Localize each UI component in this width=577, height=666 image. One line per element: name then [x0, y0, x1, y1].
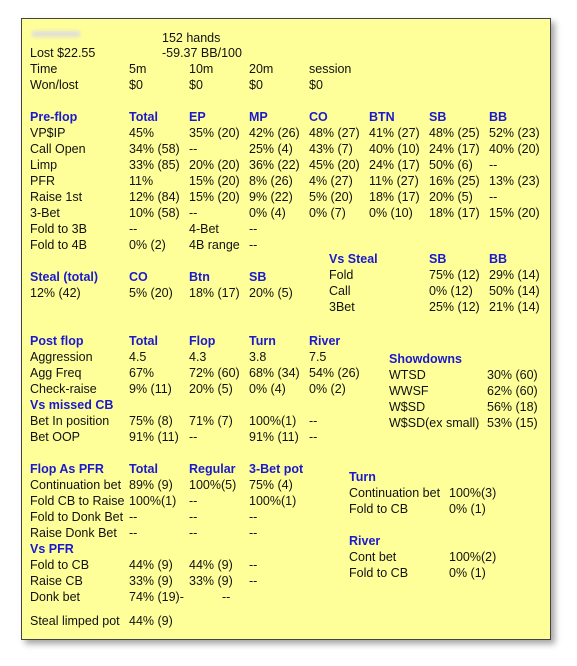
flop-pfr-cell-0-1: 89% (9) — [129, 478, 173, 492]
flop-pfr-header-0: Flop As PFR — [30, 462, 104, 476]
postflop-cell-2-4: 0% (2) — [309, 382, 346, 396]
postflop-header-3: Turn — [249, 334, 276, 348]
preflop-cell-4-4: 5% (20) — [309, 190, 353, 204]
flop-pfr-cell-2-0: Fold to Donk Bet — [30, 510, 124, 524]
postflop-cell-0-2: 4.3 — [189, 350, 207, 364]
flop-pfr-cell-2-2: -- — [189, 510, 198, 524]
preflop-cell-3-1: 11% — [129, 174, 154, 188]
preflop-cell-0-0: VP$IP — [30, 126, 66, 140]
wonlost-5m: $0 — [129, 78, 143, 92]
preflop-header-3: MP — [249, 110, 268, 124]
vs-pfr-cell-1-1: 33% (9) — [129, 574, 173, 588]
flop-pfr-header-1: Total — [129, 462, 158, 476]
preflop-cell-4-2: 15% (20) — [189, 190, 240, 204]
missed-cb-cell-0-1: 75% (8) — [129, 414, 173, 428]
preflop-cell-2-1: 33% (85) — [129, 158, 180, 172]
preflop-header-0: Pre-flop — [30, 110, 78, 124]
missed-cb-cell-0-4: -- — [309, 414, 318, 428]
postflop-cell-0-0: Aggression — [30, 350, 93, 364]
vs-steal-cell-2-0: 3Bet — [329, 300, 355, 314]
preflop-header-2: EP — [189, 110, 206, 124]
postflop-cell-1-2: 72% (60) — [189, 366, 240, 380]
preflop-cell-1-6: 24% (17) — [429, 142, 480, 156]
preflop-cell-0-7: 52% (23) — [489, 126, 540, 140]
preflop-cell-0-1: 45% — [129, 126, 155, 140]
preflop-cell-2-2: 20% (20) — [189, 158, 240, 172]
postflop-cell-0-3: 3.8 — [249, 350, 267, 364]
vs-steal-cell-1-1: 0% (12) — [429, 284, 473, 298]
vs-steal-cell-1-0: Call — [329, 284, 351, 298]
flop-pfr-cell-1-1: 100%(1) — [129, 494, 177, 508]
postflop-header-1: Total — [129, 334, 158, 348]
flop-pfr-cell-0-3: 75% (4) — [249, 478, 293, 492]
missed-cb-cell-1-4: -- — [309, 430, 318, 444]
turn-title: Turn — [349, 470, 376, 484]
vs-missed-cb-title: Vs missed CB — [30, 398, 114, 412]
preflop-cell-5-1: 10% (58) — [129, 206, 180, 220]
steal-cell-2: 18% (17) — [189, 286, 240, 300]
lost-amount: Lost $22.55 — [30, 46, 96, 60]
preflop-cell-0-2: 35% (20) — [189, 126, 240, 140]
flop-pfr-header-3: 3-Bet pot — [249, 462, 304, 476]
showdowns-title: Showdowns — [389, 352, 462, 366]
preflop-header-6: SB — [429, 110, 447, 124]
postflop-cell-0-1: 4.5 — [129, 350, 147, 364]
vs-steal-header-1: SB — [429, 252, 447, 266]
vs-steal-cell-0-1: 75% (12) — [429, 268, 480, 282]
vs-pfr-cell-1-0: Raise CB — [30, 574, 83, 588]
flop-pfr-cell-1-3: 100%(1) — [249, 494, 297, 508]
preflop-header-5: BTN — [369, 110, 395, 124]
steal-cell-3: 20% (5) — [249, 286, 293, 300]
time-10m: 10m — [189, 62, 214, 76]
preflop-cell-7-3: -- — [249, 238, 258, 252]
steal-cell-0: 12% (42) — [30, 286, 81, 300]
stats-hud-panel — [21, 18, 551, 640]
missed-cb-cell-0-2: 71% (7) — [189, 414, 233, 428]
showdowns-label-1: WWSF — [389, 384, 429, 398]
showdowns-value-3: 53% (15) — [487, 416, 538, 430]
preflop-cell-2-7: -- — [489, 158, 498, 172]
wonlost-10m: $0 — [189, 78, 203, 92]
preflop-cell-1-5: 40% (10) — [369, 142, 420, 156]
flop-pfr-cell-1-0: Fold CB to Raise — [30, 494, 125, 508]
river-value-1: 0% (1) — [449, 566, 486, 580]
preflop-cell-6-3: -- — [249, 222, 258, 236]
steal-header-2: Btn — [189, 270, 210, 284]
preflop-header-1: Total — [129, 110, 158, 124]
vs-pfr-cell-1-3: -- — [249, 574, 258, 588]
showdowns-label-3: W$SD(ex small) — [389, 416, 480, 430]
preflop-cell-1-1: 34% (58) — [129, 142, 180, 156]
time-5m: 5m — [129, 62, 147, 76]
time-label: Time — [30, 62, 58, 76]
flop-pfr-cell-0-0: Continuation bet — [30, 478, 122, 492]
preflop-cell-4-6: 20% (5) — [429, 190, 473, 204]
river-label-0: Cont bet — [349, 550, 397, 564]
preflop-cell-5-2: -- — [189, 206, 198, 220]
missed-cb-cell-1-2: -- — [189, 430, 198, 444]
missed-cb-cell-1-1: 91% (11) — [129, 430, 179, 444]
vs-pfr-cell-0-3: -- — [249, 558, 258, 572]
postflop-cell-0-4: 7.5 — [309, 350, 327, 364]
showdowns-label-2: W$SD — [389, 400, 426, 414]
steal-cell-1: 5% (20) — [129, 286, 173, 300]
preflop-cell-0-6: 48% (25) — [429, 126, 480, 140]
steal-header-1: CO — [129, 270, 148, 284]
preflop-cell-2-4: 45% (20) — [309, 158, 360, 172]
showdowns-value-2: 56% (18) — [487, 400, 538, 414]
preflop-cell-1-2: -- — [189, 142, 198, 156]
postflop-cell-2-3: 0% (4) — [249, 382, 286, 396]
preflop-cell-3-6: 16% (25) — [429, 174, 480, 188]
preflop-cell-1-4: 43% (7) — [309, 142, 353, 156]
preflop-cell-5-6: 18% (17) — [429, 206, 480, 220]
preflop-cell-5-3: 0% (4) — [249, 206, 286, 220]
missed-cb-cell-0-0: Bet In position — [30, 414, 110, 428]
time-session: session — [309, 62, 352, 76]
flop-pfr-cell-1-2: -- — [189, 494, 198, 508]
preflop-cell-1-3: 25% (4) — [249, 142, 293, 156]
steal-header-0: Steal (total) — [30, 270, 99, 284]
missed-cb-cell-1-0: Bet OOP — [30, 430, 81, 444]
vs-pfr-cell-1-2: 33% (9) — [189, 574, 233, 588]
time-20m: 20m — [249, 62, 274, 76]
vs-steal-cell-2-1: 25% (12) — [429, 300, 480, 314]
blurred-player-name — [32, 31, 80, 37]
steal-limped-label: Steal limped pot — [30, 614, 120, 628]
preflop-cell-6-2: 4-Bet — [189, 222, 219, 236]
preflop-cell-3-3: 8% (26) — [249, 174, 293, 188]
postflop-header-2: Flop — [189, 334, 216, 348]
flop-pfr-cell-2-3: -- — [249, 510, 258, 524]
preflop-header-7: BB — [489, 110, 508, 124]
preflop-cell-4-1: 12% (84) — [129, 190, 180, 204]
river-title: River — [349, 534, 381, 548]
preflop-cell-4-0: Raise 1st — [30, 190, 83, 204]
flop-pfr-cell-3-1: -- — [129, 526, 138, 540]
preflop-cell-3-7: 13% (23) — [489, 174, 540, 188]
steal-header-3: SB — [249, 270, 267, 284]
preflop-cell-2-5: 24% (17) — [369, 158, 420, 172]
postflop-header-4: River — [309, 334, 341, 348]
wonlost-session: $0 — [309, 78, 323, 92]
preflop-cell-0-3: 42% (26) — [249, 126, 300, 140]
showdowns-value-0: 30% (60) — [487, 368, 538, 382]
hands-count: 152 hands — [162, 31, 221, 45]
preflop-cell-7-2: 4B range — [189, 238, 240, 252]
flop-pfr-cell-0-2: 100%(5) — [189, 478, 237, 492]
preflop-cell-4-5: 18% (17) — [369, 190, 420, 204]
flop-pfr-header-2: Regular — [189, 462, 236, 476]
preflop-cell-3-2: 15% (20) — [189, 174, 240, 188]
preflop-cell-5-4: 0% (7) — [309, 206, 346, 220]
vs-pfr-cell-0-0: Fold to CB — [30, 558, 90, 572]
turn-value-0: 100%(3) — [449, 486, 497, 500]
preflop-cell-4-7: -- — [489, 190, 498, 204]
vs-steal-header-0: Vs Steal — [329, 252, 378, 266]
postflop-header-0: Post flop — [30, 334, 84, 348]
vs-steal-cell-0-2: 29% (14) — [489, 268, 540, 282]
vs-steal-cell-1-2: 50% (14) — [489, 284, 540, 298]
postflop-cell-1-0: Agg Freq — [30, 366, 82, 380]
preflop-cell-3-5: 11% (27) — [369, 174, 419, 188]
preflop-cell-0-4: 48% (27) — [309, 126, 360, 140]
wonlost-label: Won/lost — [30, 78, 79, 92]
vs-pfr-cell-2-0: Donk bet — [30, 590, 81, 604]
turn-label-1: Fold to CB — [349, 502, 409, 516]
flop-pfr-cell-3-0: Raise Donk Bet — [30, 526, 117, 540]
flop-pfr-cell-3-3: -- — [249, 526, 258, 540]
postflop-cell-1-3: 68% (34) — [249, 366, 300, 380]
postflop-cell-1-1: 67% — [129, 366, 155, 380]
preflop-cell-3-4: 4% (27) — [309, 174, 353, 188]
preflop-cell-0-5: 41% (27) — [369, 126, 420, 140]
preflop-cell-2-3: 36% (22) — [249, 158, 300, 172]
postflop-cell-1-4: 54% (26) — [309, 366, 360, 380]
preflop-cell-7-0: Fold to 4B — [30, 238, 87, 252]
river-label-1: Fold to CB — [349, 566, 409, 580]
preflop-cell-5-7: 15% (20) — [489, 206, 540, 220]
vs-pfr-cell-0-2: 44% (9) — [189, 558, 233, 572]
missed-cb-cell-0-3: 100%(1) — [249, 414, 297, 428]
river-value-0: 100%(2) — [449, 550, 497, 564]
postflop-cell-2-2: 20% (5) — [189, 382, 233, 396]
wonlost-20m: $0 — [249, 78, 263, 92]
preflop-cell-3-0: PFR — [30, 174, 55, 188]
preflop-cell-5-5: 0% (10) — [369, 206, 413, 220]
vs-steal-cell-2-2: 21% (14) — [489, 300, 540, 314]
vs-pfr-cell-2-1: 74% (19)- — [129, 590, 184, 604]
vs-pfr-cell-2-2: -- — [222, 590, 231, 604]
preflop-cell-1-7: 40% (20) — [489, 142, 540, 156]
showdowns-label-0: WTSD — [389, 368, 426, 382]
steal-limped-value: 44% (9) — [129, 614, 173, 628]
vs-pfr-cell-0-1: 44% (9) — [129, 558, 173, 572]
vs-steal-header-2: BB — [489, 252, 508, 266]
preflop-cell-6-0: Fold to 3B — [30, 222, 87, 236]
showdowns-value-1: 62% (60) — [487, 384, 538, 398]
preflop-cell-4-3: 9% (22) — [249, 190, 293, 204]
preflop-cell-6-1: -- — [129, 222, 138, 236]
missed-cb-cell-1-3: 91% (11) — [249, 430, 299, 444]
vs-pfr-title: Vs PFR — [30, 542, 74, 556]
postflop-cell-2-0: Check-raise — [30, 382, 97, 396]
preflop-cell-1-0: Call Open — [30, 142, 86, 156]
preflop-cell-7-1: 0% (2) — [129, 238, 166, 252]
preflop-cell-2-6: 50% (6) — [429, 158, 473, 172]
turn-value-1: 0% (1) — [449, 502, 486, 516]
preflop-cell-5-0: 3-Bet — [30, 206, 60, 220]
flop-pfr-cell-2-1: -- — [129, 510, 138, 524]
bb-per-100: -59.37 BB/100 — [162, 46, 242, 60]
postflop-cell-2-1: 9% (11) — [129, 382, 172, 396]
flop-pfr-cell-3-2: -- — [189, 526, 198, 540]
turn-label-0: Continuation bet — [349, 486, 441, 500]
vs-steal-cell-0-0: Fold — [329, 268, 354, 282]
preflop-header-4: CO — [309, 110, 328, 124]
preflop-cell-2-0: Limp — [30, 158, 58, 172]
